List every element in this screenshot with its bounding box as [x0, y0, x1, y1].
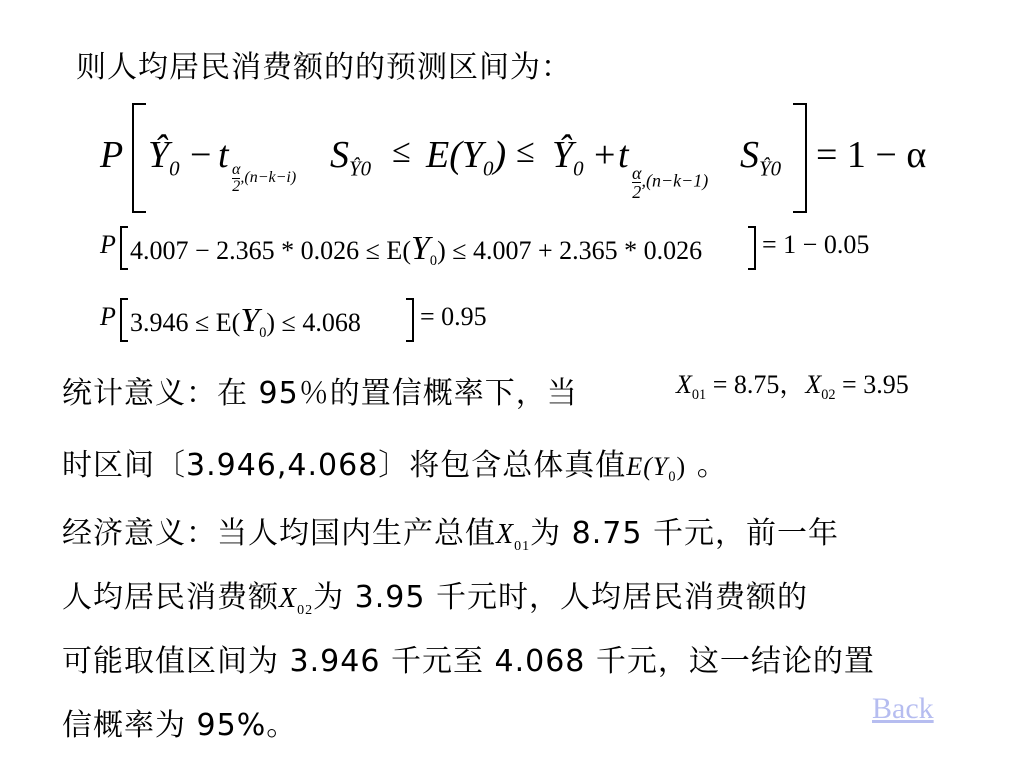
formula2-P: P	[100, 230, 116, 259]
formula3-rhs: = 0.95	[420, 302, 487, 331]
formula1-le-1: ≤	[392, 133, 411, 170]
econ-meaning-line4: 信概率为 95%。	[62, 708, 298, 743]
left-bracket	[132, 103, 146, 213]
formula1-t-left: t	[218, 134, 229, 176]
formula1-rhs: = 1 − α	[816, 134, 927, 176]
formula2-right-bracket	[748, 226, 756, 270]
formula1-E: $E(Y_0)$	[426, 134, 507, 181]
stat-meaning-line1: 统计意义：在 95％的置信概率下，当	[62, 376, 578, 411]
formula3-right-bracket	[406, 298, 414, 342]
formula1-S-left: $S_{Ŷ0}$	[330, 134, 372, 181]
formula1-yhat-left: $Ŷ_0$	[148, 134, 180, 181]
stat-meaning-line2: 时区间〔3.946,4.068〕将包含总体真值$E(Y_0)$ 。	[62, 448, 728, 486]
formula2-left-bracket	[120, 226, 128, 270]
formula1-le-2: ≤	[516, 133, 535, 170]
formula2-body: $4.007 - 2.365 * 0.026 \le E(Y_0) \le 4.007 + 2.365 * 0.026$	[130, 230, 703, 270]
econ-meaning-line3: 可能取值区间为 3.946 千元至 4.068 千元，这一结论的置	[62, 644, 875, 679]
right-bracket	[793, 103, 807, 213]
formula3-left-bracket	[120, 298, 128, 342]
econ-meaning-line2: 人均居民消费额$X_{02}$为 3.95 千元时，人均居民消费额的	[62, 580, 808, 618]
formula3-P: P	[100, 302, 116, 331]
formula1-yhat-right: $Ŷ_0$	[552, 134, 584, 181]
formula1-S-right: $S_{Ŷ0}$	[740, 134, 782, 181]
formula1-t-right: t	[618, 134, 629, 176]
formula1-t-right-sub: $\frac{\alpha}{2}$ ,(n−k−1)	[632, 163, 709, 202]
heading-text: 则人均居民消费额的的预测区间为：	[76, 50, 572, 85]
econ-meaning-line1: 经济意义：当人均国内生产总值$X_{01}$为 8.75 千元，前一年	[62, 516, 839, 554]
stat-meaning-math: $X_{01} = 8.75$，$X_{02} = 3.95$	[676, 370, 909, 404]
formula1-P: P	[100, 134, 124, 176]
formula3-body: $3.946 \le E(Y_0) \le 4.068$	[130, 302, 361, 342]
back-link[interactable]: Back	[872, 692, 934, 725]
alpha-fraction-right: $\frac{\alpha}{2}$	[632, 163, 642, 202]
formula2-rhs: = 1 − 0.05	[762, 230, 870, 259]
formula1-plus: +	[594, 134, 616, 176]
formula1-t-left-sub: $\frac{\alpha}{2}$ ,(n−k−i)	[232, 161, 297, 195]
formula1-minus: −	[190, 134, 212, 176]
alpha-fraction-left: $\frac{\alpha}{2}$	[232, 161, 241, 195]
